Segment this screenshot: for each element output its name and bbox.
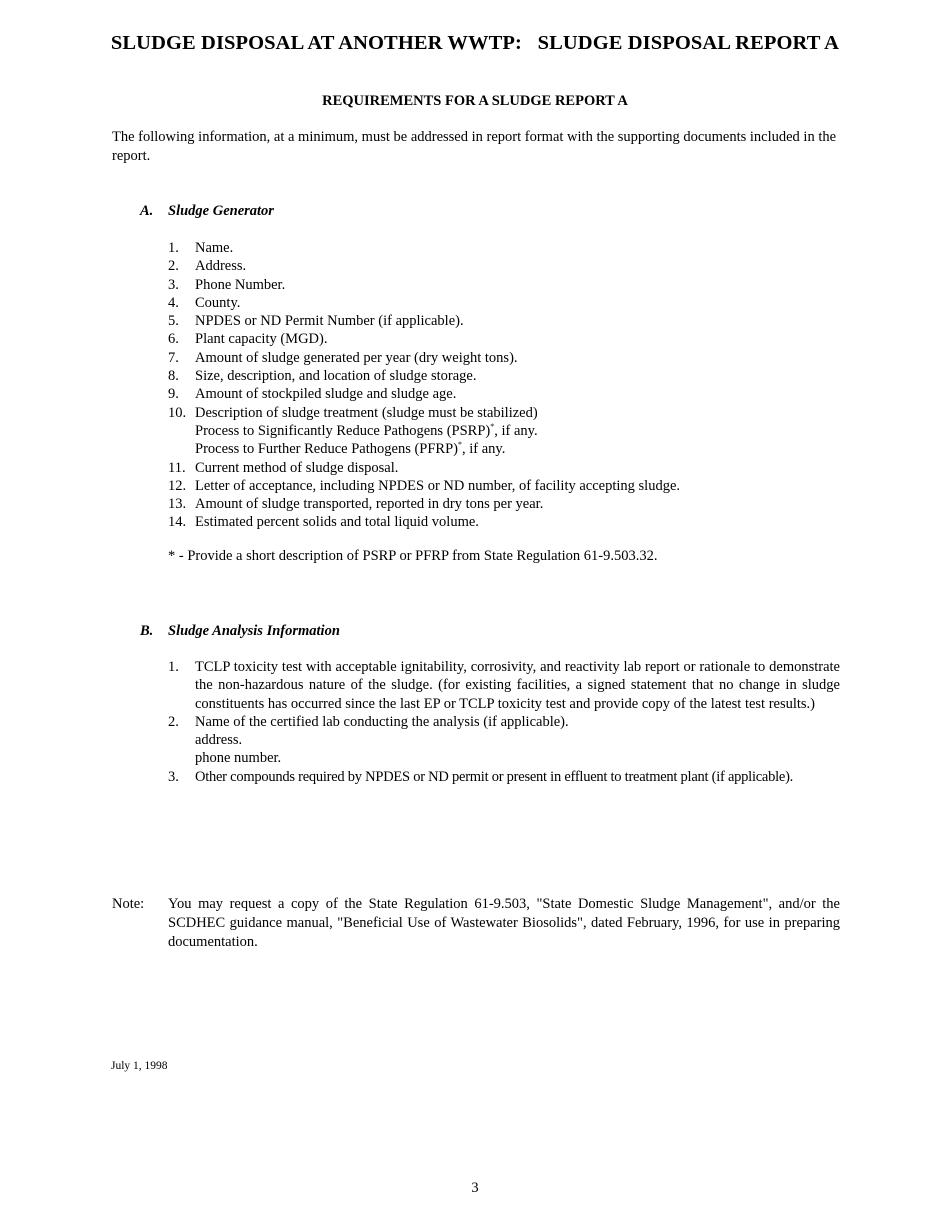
section-a-title: Sludge Generator (168, 203, 274, 219)
item-number: 2. (168, 258, 179, 275)
item-text: Estimated percent solids and total liquid volume. (195, 514, 479, 531)
list-item (168, 367, 840, 385)
item-text: Name. (195, 240, 234, 256)
item-number: 1. (168, 659, 179, 675)
footnote-marker: * (458, 440, 462, 450)
item-line-suffix: , if any. (462, 441, 506, 458)
item-text: Size, description, and location of sludge storage. (195, 368, 477, 385)
item-line-address: address. (195, 732, 243, 749)
section-b-letter: B. (140, 623, 154, 639)
item-text: County. (195, 294, 241, 311)
item-text: Address. (195, 258, 247, 275)
item-number: 10. (168, 404, 187, 421)
list-item (168, 294, 840, 312)
list-item (168, 477, 840, 495)
note-block (112, 895, 840, 952)
document-date: July 1, 1998 (111, 1060, 168, 1072)
item-text: Amount of sludge generated per year (dry weight tons). (195, 349, 518, 366)
list-item (168, 239, 840, 257)
footnote-marker: * (490, 422, 495, 432)
list-item (168, 768, 840, 786)
item-number: 14. (168, 514, 187, 531)
item-number: 3. (168, 276, 179, 293)
list-item (168, 495, 840, 513)
item-line-suffix: , if any. (494, 422, 538, 439)
item-number: 4. (168, 294, 179, 311)
item-number: 3. (168, 768, 179, 785)
list-item (168, 459, 840, 477)
section-b-list (168, 658, 840, 786)
list-item (168, 713, 840, 768)
item-number: 7. (168, 349, 179, 366)
item-number: 6. (168, 331, 179, 348)
item-text (195, 404, 840, 459)
item-number: 12. (168, 477, 187, 494)
item-number: 2. (168, 713, 179, 730)
item-text: Phone Number. (195, 276, 286, 293)
item-number: 9. (168, 386, 179, 403)
list-item (168, 513, 840, 531)
item-line-psrp: Process to Significantly Reduce Pathogens (PSRP) (195, 422, 491, 439)
section-a-list (168, 239, 840, 532)
item-text: Current method of sludge disposal. (195, 459, 399, 476)
section-b-title: Sludge Analysis Information (168, 623, 340, 639)
item-text: Amount of stockpiled sludge and sludge age. (195, 386, 457, 403)
item-number: 13. (168, 496, 187, 513)
list-item (168, 330, 840, 348)
list-item (168, 312, 840, 330)
item-line-pfrp: Process to Further Reduce Pathogens (PFRP) (195, 441, 458, 458)
item-line: Name of the certified lab conducting the analysis (if applicable). (195, 713, 569, 730)
item-text (195, 713, 840, 768)
item-text: Letter of acceptance, including NPDES or ND number, of facility accepting sludge. (195, 477, 681, 494)
section-subtitle: REQUIREMENTS FOR A SLUDGE REPORT A (322, 93, 628, 109)
item-number: 8. (168, 368, 179, 385)
list-item (168, 349, 840, 367)
item-number: 1. (168, 240, 179, 256)
footnote: * - Provide a short description of PSRP or PFRP from State Regulation 61-9.503.32. (168, 548, 658, 564)
section-a-heading (140, 203, 274, 220)
page-number: 3 (471, 1180, 479, 1196)
list-item (168, 404, 840, 459)
list-item (168, 658, 840, 713)
item-text: Plant capacity (MGD). (195, 331, 328, 348)
item-text: Amount of sludge transported, reported in dry tons per year. (195, 496, 544, 513)
section-b-heading (140, 623, 340, 640)
note-label: Note: (112, 896, 145, 912)
list-item (168, 385, 840, 403)
note-text: You may request a copy of the State Regulation 61-9.503, "State Domestic Sludge Management", and/or the SCDHEC guidance manual, "Beneficial Use of Wastewater Biosolids", dated February, 1996, for use in preparing documentation. (168, 896, 840, 950)
item-text: TCLP toxicity test with acceptable ignitability, corrosivity, and reactivity lab report or rationale to demonstrate the non-hazardous nature of the sludge. (for existing facilities, a signed statement that no change in sludge constituents has occurred since the last EP or TCLP toxicity test and provide copy of the latest test results.) (195, 659, 840, 712)
item-line-phone: phone number. (195, 750, 282, 767)
item-text: Other compounds required by NPDES or ND permit or present in effluent to treatment plant (if applicable). (195, 768, 794, 785)
item-text: NPDES or ND Permit Number (if applicable). (195, 313, 464, 330)
item-number: 11. (168, 459, 186, 476)
intro-paragraph: The following information, at a minimum, must be addressed in report format with the supporting documents included in the report. (112, 129, 837, 164)
section-a-letter: A. (140, 203, 154, 219)
item-number: 5. (168, 313, 179, 330)
item-line: Description of sludge treatment (sludge must be stabilized) (195, 404, 538, 421)
list-item (168, 257, 840, 275)
list-item (168, 276, 840, 294)
page-title: SLUDGE DISPOSAL AT ANOTHER WWTP: SLUDGE DISPOSAL REPORT A (110, 32, 840, 54)
